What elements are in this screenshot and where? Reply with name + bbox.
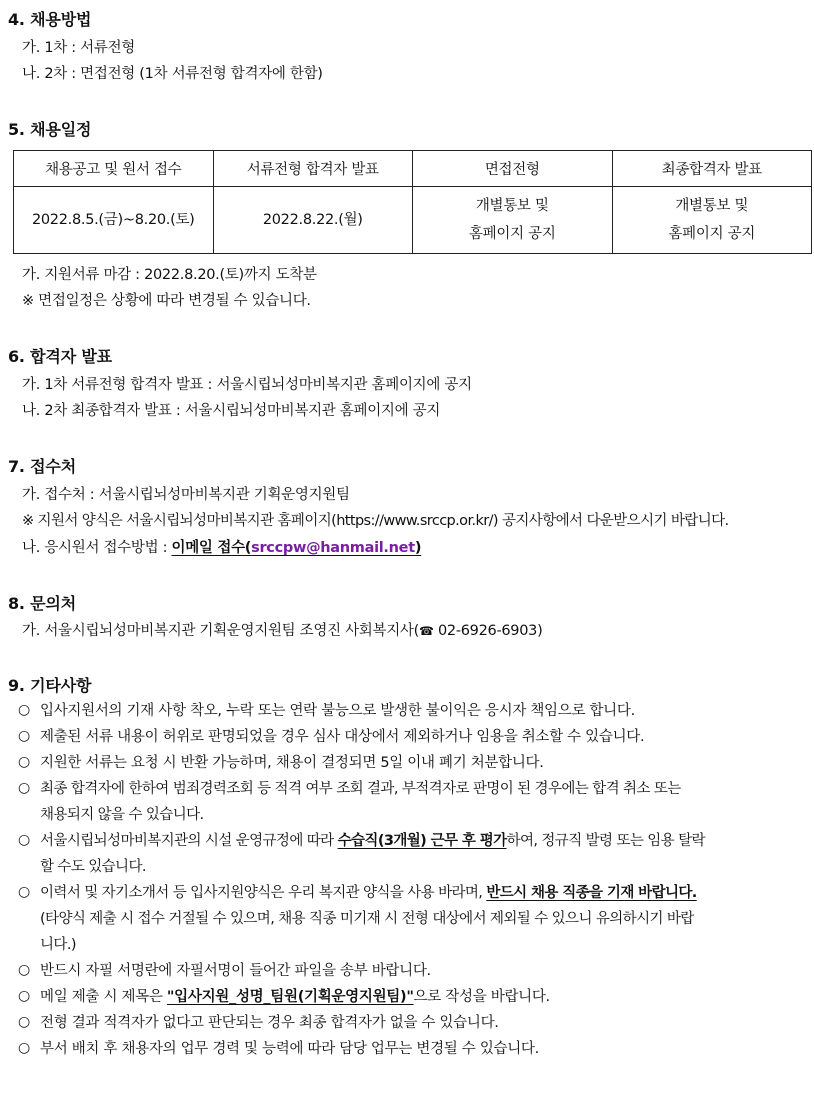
circle-bullet-icon: ○ <box>18 702 31 718</box>
s5-note: ※ 면접일정은 상황에 따라 변경될 수 있습니다. <box>22 293 311 309</box>
s6-item-1: 가. 1차 서류전형 합격자 발표 : 서울시립뇌성마비복지관 홈페이지에 공지 <box>22 377 472 393</box>
s7-note: ※ 지원서 양식은 서울시립뇌성마비복지관 홈페이지(https://www.srccp.or.kr/) 공지사항에서 다운받으시기 바랍니다. <box>22 513 729 529</box>
s9-item-2: 제출된 서류 내용이 허위로 판명되었을 경우 심사 대상에서 제외하거나 임용을 취소할 수 있습니다. <box>40 729 645 745</box>
circle-bullet-icon: ○ <box>18 988 31 1004</box>
circle-bullet-icon: ○ <box>18 884 31 900</box>
schedule-header-cell: 면접전형 <box>413 151 613 187</box>
phone-icon: ☎ <box>419 624 434 638</box>
s9-item-8: 메일 제출 시 제목은 "입사지원_성명_팀원(기획운영지원팀)"으로 작성을 바랍니다. <box>40 989 550 1005</box>
s9-item-1: 입사지원서의 기재 사항 착오, 누락 또는 연락 불능으로 발생한 불이익은 응시자 책임으로 합니다. <box>40 703 635 719</box>
circle-bullet-icon: ○ <box>18 1040 31 1056</box>
circle-bullet-icon: ○ <box>18 780 31 796</box>
s7-item-2 <box>22 536 421 557</box>
section-6-title: 6. 합격자 발표 <box>8 347 112 366</box>
s4-item-1: 가. 1차 : 서류전형 <box>22 40 135 56</box>
s7-item-1: 가. 접수처 : 서울시립뇌성마비복지관 기획운영지원팀 <box>22 487 350 503</box>
schedule-data-row <box>14 187 812 254</box>
circle-bullet-icon: ○ <box>18 832 31 848</box>
s7-item-2-label: 나. 응시원서 접수방법 : <box>22 540 172 556</box>
section-8-title: 8. 문의처 <box>8 594 76 613</box>
probation-emphasis: 수습직(3개월) 근무 후 평가 <box>337 833 507 849</box>
s4-item-2: 나. 2차 : 면접전형 (1차 서류전형 합격자에 한함) <box>22 66 323 82</box>
email-link[interactable]: srccpw@hanmail.net <box>251 540 415 556</box>
schedule-header-cell: 채용공고 및 원서 접수 <box>14 151 214 187</box>
email-method: 이메일 접수(srccpw@hanmail.net) <box>171 540 422 556</box>
s9-item-3: 지원한 서류는 요청 시 반환 가능하며, 채용이 결정되면 5일 이내 폐기 처분합니다. <box>40 755 544 771</box>
email-subject-emphasis: "입사지원_성명_팀원(기획운영지원팀)" <box>166 989 414 1005</box>
circle-bullet-icon: ○ <box>18 754 31 770</box>
circle-bullet-icon: ○ <box>18 728 31 744</box>
circle-bullet-icon: ○ <box>18 1014 31 1030</box>
schedule-table <box>13 150 812 254</box>
schedule-cell-interview: 개별통보 및 홈페이지 공지 <box>413 187 613 254</box>
section-5-title: 5. 채용일정 <box>8 120 92 139</box>
s6-item-2: 나. 2차 최종합격자 발표 : 서울시립뇌성마비복지관 홈페이지에 공지 <box>22 403 441 419</box>
schedule-cell-application: 2022.8.5.(금)~8.20.(토) <box>14 187 214 254</box>
section-9-title: 9. 기타사항 <box>8 676 92 695</box>
schedule-cell-document-result: 2022.8.22.(월) <box>213 187 413 254</box>
section-4-title: 4. 채용방법 <box>8 10 92 29</box>
schedule-header-cell: 최종합격자 발표 <box>612 151 812 187</box>
s9-item-6: 이력서 및 자기소개서 등 입사지원양식은 우리 복지관 양식을 사용 바라며, 반드시 채용 직종을 기재 바랍니다. (타양식 제출 시 접수 거절될 수 있으며, 채용 직종 미기재 시 전형 대상에서 제외될 수 있으니 유의하시기 바랍 니다.) <box>40 885 697 953</box>
s8-item: 가. 서울시립뇌성마비복지관 기획운영지원팀 조영진 사회복지사(☎ 02-6926-6903) <box>22 623 543 639</box>
s9-item-10: 부서 배치 후 채용자의 업무 경력 및 능력에 따라 담당 업무는 변경될 수 있습니다. <box>40 1041 539 1057</box>
circle-bullet-icon: ○ <box>18 962 31 978</box>
s9-item-4: 최종 합격자에 한하여 범죄경력조회 등 적격 여부 조회 결과, 부적격자로 판명이 된 경우에는 합격 취소 또는 채용되지 않을 수 있습니다. <box>40 781 681 823</box>
s9-item-7: 반드시 자필 서명란에 자필서명이 들어간 파일을 송부 바랍니다. <box>40 963 431 979</box>
s5-item-1: 가. 지원서류 마감 : 2022.8.20.(토)까지 도착분 <box>22 267 317 283</box>
section-7-title: 7. 접수처 <box>8 457 76 476</box>
s9-item-9: 전형 결과 적격자가 없다고 판단되는 경우 최종 합격자가 없을 수 있습니다. <box>40 1015 499 1031</box>
schedule-header-row <box>14 151 812 187</box>
s9-item-5: 서울시립뇌성마비복지관의 시설 운영규정에 따라 수습직(3개월) 근무 후 평가하여, 정규직 발령 또는 임용 탈락 할 수도 있습니다. <box>40 833 705 875</box>
job-type-emphasis: 반드시 채용 직종을 기재 바랍니다. <box>486 885 697 901</box>
schedule-header-cell: 서류전형 합격자 발표 <box>213 151 413 187</box>
schedule-cell-final-result: 개별통보 및 홈페이지 공지 <box>612 187 812 254</box>
